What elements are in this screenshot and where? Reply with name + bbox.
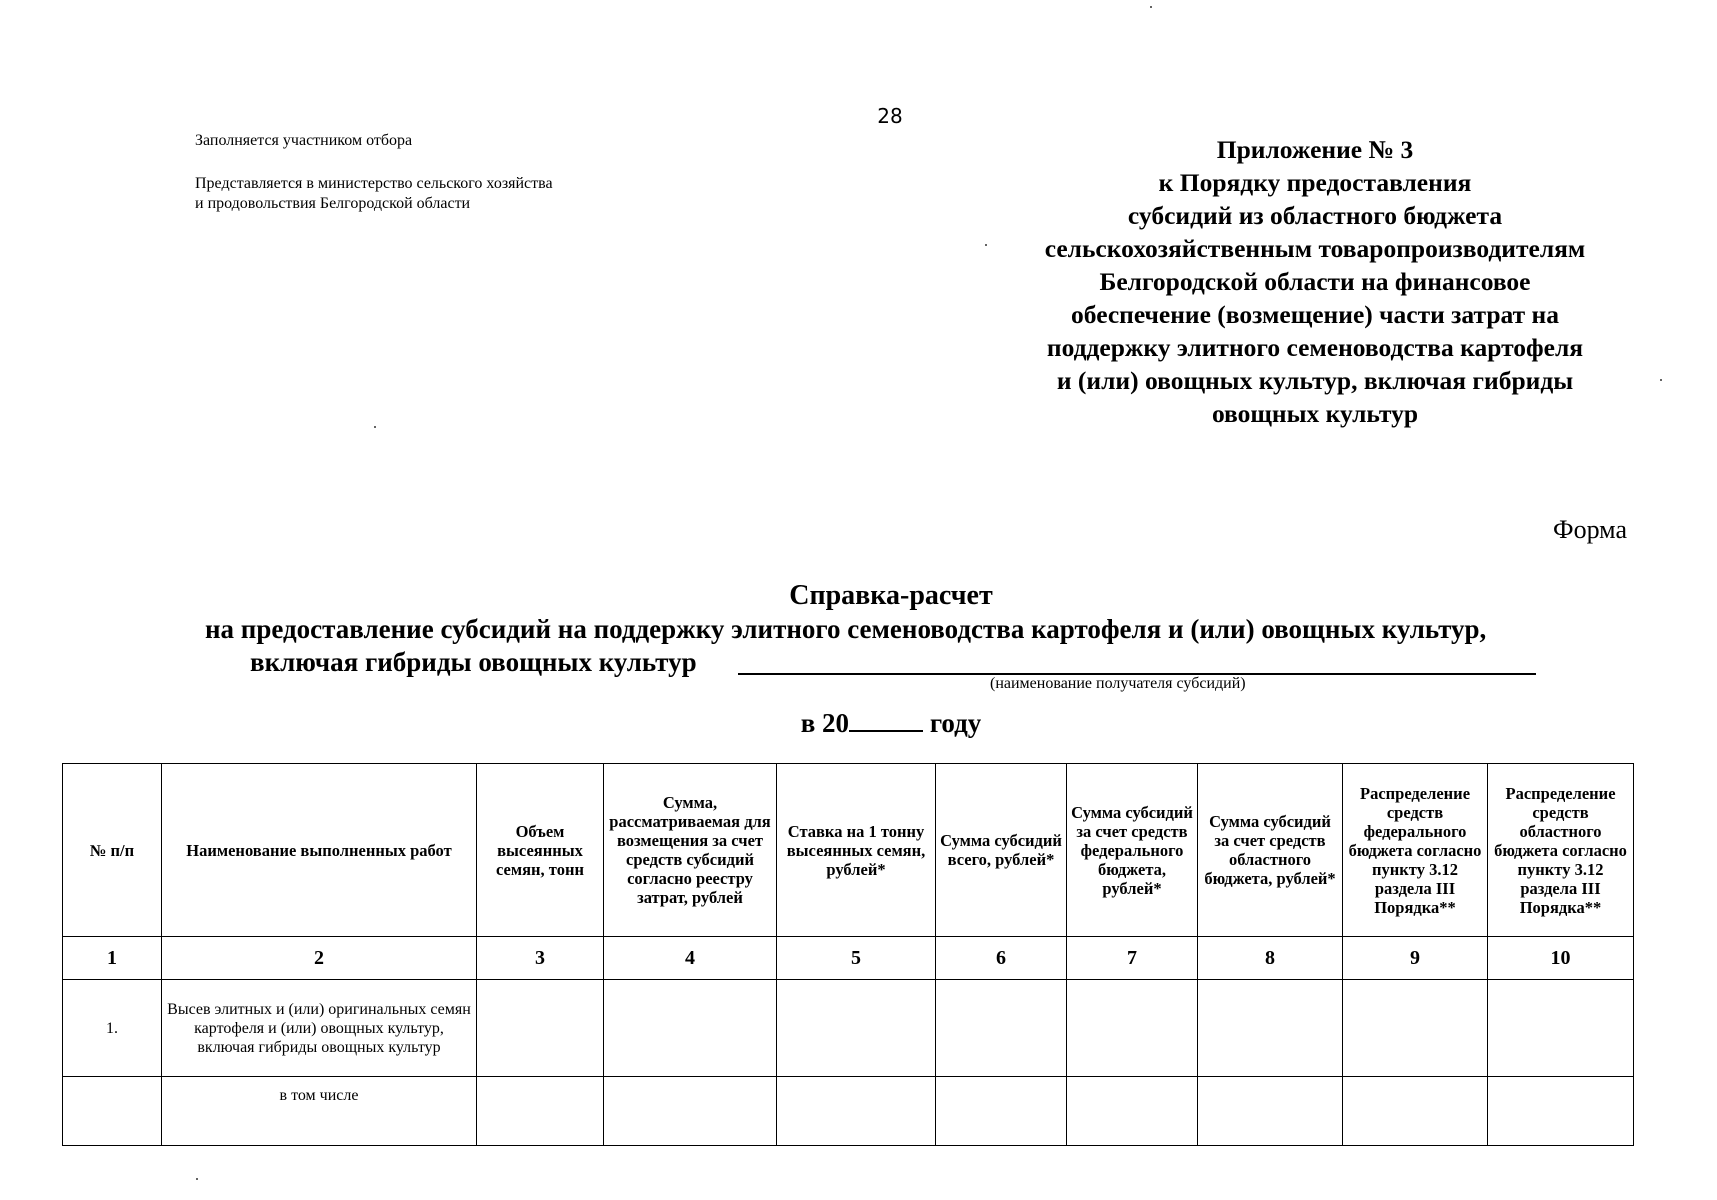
table-header-row <box>63 764 1634 937</box>
recipient-caption: (наименование получателя субсидий) <box>990 675 1246 692</box>
column-number: 10 <box>1488 937 1634 980</box>
submitted-to-line-2: и продовольствия Белгородской области <box>195 195 471 212</box>
scan-speck <box>374 426 376 428</box>
regional-subsidy-cell[interactable] <box>1198 1077 1343 1146</box>
appendix-line: к Порядку предоставления <box>1158 168 1472 197</box>
appendix-line: и (или) овощных культур, включая гибриды <box>1056 366 1574 395</box>
year-prefix: в 20 <box>800 708 850 738</box>
calculation-table <box>62 763 1634 1146</box>
work-name: Высев элитных и (или) оригинальных семян картофеля и (или) овощных культур, включая гибриды овощных культур <box>162 980 477 1077</box>
year-suffix: году <box>929 708 982 738</box>
seed-volume-cell[interactable] <box>477 980 604 1077</box>
table-header-cell: Сумма, рассматриваемая для возмещения за счет средств субсидий согласно реестру затрат, рублей <box>604 764 777 937</box>
submitted-to-line-1: Представляется в министерство сельского хозяйства <box>195 175 553 192</box>
column-number: 5 <box>777 937 936 980</box>
column-number: 3 <box>477 937 604 980</box>
table-header-cell: № п/п <box>63 764 162 937</box>
scan-speck <box>985 244 987 246</box>
column-number: 2 <box>162 937 477 980</box>
subsidy-total-cell[interactable] <box>936 1077 1067 1146</box>
submitted-to-note <box>195 174 553 214</box>
table-header-cell: Наименование выполненных работ <box>162 764 477 937</box>
table-row <box>63 1077 1634 1146</box>
federal-distribution-cell[interactable] <box>1343 980 1488 1077</box>
table-header-cell: Распределение средств областного бюджета согласно пункту 3.12 раздела III Порядка** <box>1488 764 1634 937</box>
scan-speck <box>1660 379 1662 381</box>
column-number: 8 <box>1198 937 1343 980</box>
document-subtitle-line-2: включая гибриды овощных культур <box>250 647 697 677</box>
table-header-cell: Объем высеянных семян, тонн <box>477 764 604 937</box>
regional-subsidy-cell[interactable] <box>1198 980 1343 1077</box>
page-number: 28 <box>877 104 903 128</box>
row-number: 1. <box>63 980 162 1077</box>
form-label: Форма <box>1553 515 1627 544</box>
column-number-row <box>63 937 1634 980</box>
appendix-line: обеспечение (возмещение) части затрат на <box>1071 300 1559 329</box>
table-header-cell: Сумма субсидий всего, рублей* <box>936 764 1067 937</box>
appendix-line: Приложение № 3 <box>1216 135 1414 164</box>
column-number: 1 <box>63 937 162 980</box>
rate-cell[interactable] <box>777 1077 936 1146</box>
column-number: 7 <box>1067 937 1198 980</box>
table-header-cell: Распределение средств федерального бюджета согласно пункту 3.12 раздела III Порядка** <box>1343 764 1488 937</box>
appendix-heading <box>985 133 1645 430</box>
cost-amount-cell[interactable] <box>604 1077 777 1146</box>
work-name: в том числе <box>162 1077 477 1146</box>
federal-distribution-cell[interactable] <box>1343 1077 1488 1146</box>
filled-by-note: Заполняется участником отбора <box>195 132 413 149</box>
subsidy-total-cell[interactable] <box>936 980 1067 1077</box>
scan-speck <box>196 1178 198 1180</box>
appendix-line: сельскохозяйственным товаропроизводителям <box>1044 234 1586 263</box>
column-number: 9 <box>1343 937 1488 980</box>
column-number: 4 <box>604 937 777 980</box>
rate-cell[interactable] <box>777 980 936 1077</box>
document-subtitle-line-1: на предоставление субсидий на поддержку элитного семеноводства картофеля и (или) овощных культур, <box>205 614 1487 644</box>
year-field[interactable] <box>849 708 923 732</box>
federal-subsidy-cell[interactable] <box>1067 1077 1198 1146</box>
year-line <box>0 708 1717 739</box>
table-header-cell: Сумма субсидий за счет средств областного бюджета, рублей* <box>1198 764 1343 937</box>
federal-subsidy-cell[interactable] <box>1067 980 1198 1077</box>
seed-volume-cell[interactable] <box>477 1077 604 1146</box>
table-header-cell: Сумма субсидий за счет средств федерального бюджета, рублей* <box>1067 764 1198 937</box>
appendix-line: субсидий из областного бюджета <box>1127 201 1503 230</box>
table-row <box>63 980 1634 1077</box>
row-number <box>63 1077 162 1146</box>
column-number: 6 <box>936 937 1067 980</box>
appendix-line: поддержку элитного семеноводства картофеля <box>1046 333 1584 362</box>
regional-distribution-cell[interactable] <box>1488 980 1634 1077</box>
regional-distribution-cell[interactable] <box>1488 1077 1634 1146</box>
cost-amount-cell[interactable] <box>604 980 777 1077</box>
appendix-line: Белгородской области на финансовое <box>1099 267 1531 296</box>
table-header-cell: Ставка на 1 тонну высеянных семян, рублей* <box>777 764 936 937</box>
appendix-line: овощных культур <box>1211 399 1419 428</box>
scan-speck <box>1150 6 1152 8</box>
document-title: Справка-расчет <box>789 580 993 611</box>
